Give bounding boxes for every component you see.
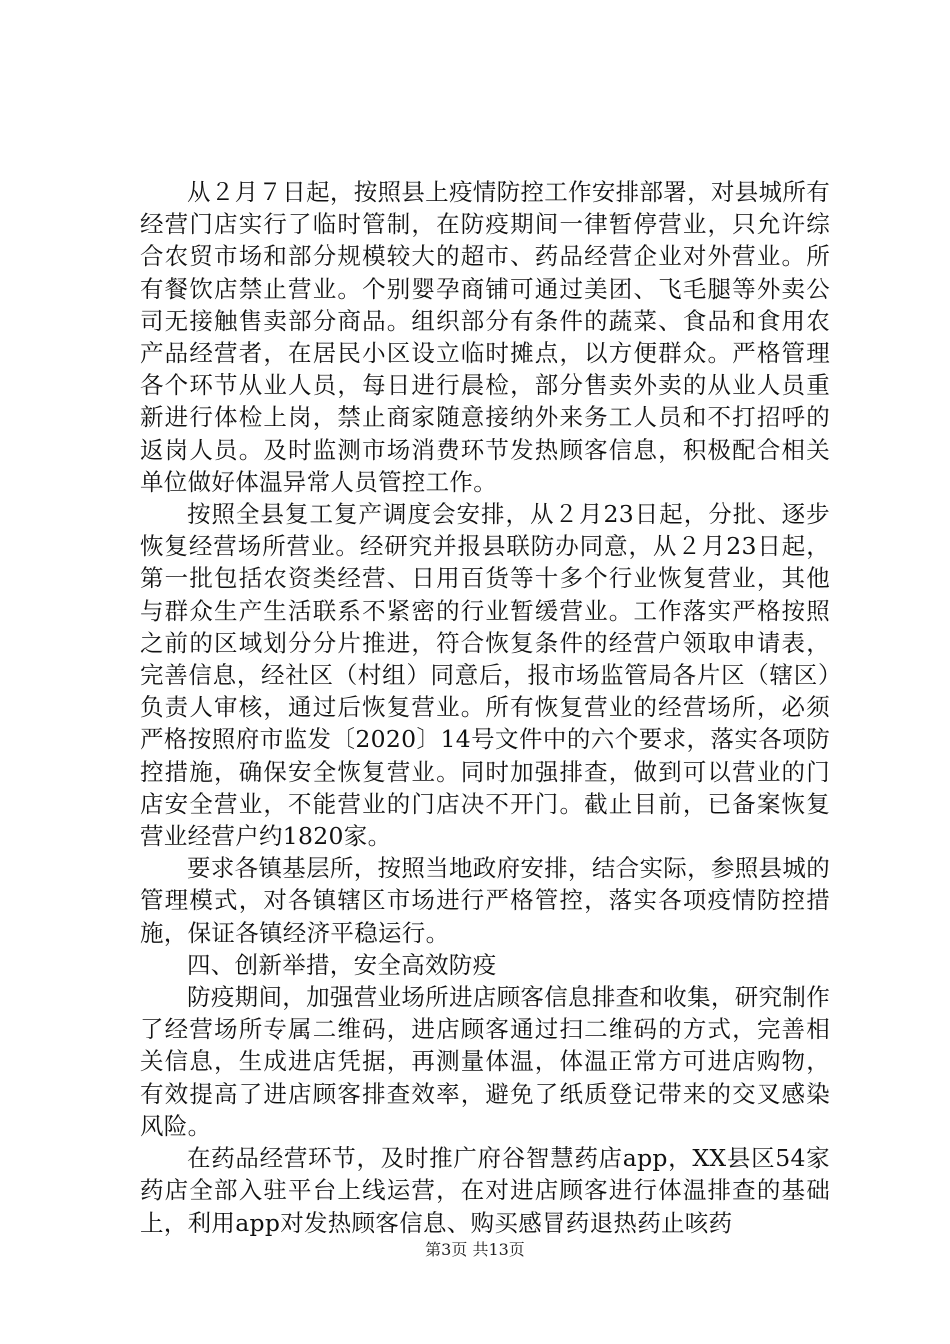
section-heading: 四、创新举措，安全高效防疫 — [187, 950, 497, 979]
paragraph-5: 在药品经营环节，及时推广府谷智慧药店app，XX县区54家药店全部入驻平台上线运营，在对进店顾客进行体温排查的基础上，利用app对发热顾客信息、购买感冒药退热药止咳药 — [140, 1144, 830, 1237]
document-body — [140, 176, 830, 1239]
paragraph-4: 防疫期间，加强营业场所进店顾客信息排查和收集，研究制作了经营场所专属二维码，进店顾客通过扫二维码的方式，完善相关信息，生成进店凭据，再测量体温，体温正常方可进店购物，有效提高了进店顾客排查效率，避免了纸质登记带来的交叉感染风险。 — [140, 983, 830, 1140]
paragraph-2: 按照全县复工复产调度会安排，从２月23日起，分批、逐步恢复经营场所营业。经研究并报县联防办同意，从２月23日起，第一批包括农资类经营、日用百货等十多个行业恢复营业，其他与群众生产生活联系不紧密的行业暂缓营业。工作落实严格按照之前的区域划分分片推进，符合恢复条件的经营户领取申请表，完善信息，经社区（村组）同意后，报市场监管局各片区（辖区）负责人审核，通过后恢复营业。所有恢复营业的经营场所，必须严格按照府市监发〔2020〕14号文件中的六个要求，落实各项防控措施，确保安全恢复营业。同时加强排查，做到可以营业的门店安全营业，不能营业的门店决不开门。截止目前，已备案恢复营业经营户约1820家。 — [140, 500, 830, 851]
paragraph-3: 要求各镇基层所，按照当地政府安排，结合实际，参照县城的管理模式，对各镇辖区市场进行严格管控，落实各项疫情防控措施，保证各镇经济平稳运行。 — [140, 854, 830, 947]
paragraph-1: 从２月７日起，按照县上疫情防控工作安排部署，对县城所有经营门店实行了临时管制，在防疫期间一律暂停营业，只允许综合农贸市场和部分规模较大的超市、药品经营企业对外营业。所有餐饮店禁止营业。个别婴孕商铺可通过美团、飞毛腿等外卖公司无接触售卖部分商品。组织部分有条件的蔬菜、食品和食用农产品经营者，在居民小区设立临时摊点，以方便群众。严格管理各个环节从业人员，每日进行晨检，部分售卖外卖的从业人员重新进行体检上岗，禁止商家随意接纳外来务工人员和不打招呼的返岗人员。及时监测市场消费环节发热顾客信息，积极配合相关单位做好体温异常人员管控工作。 — [140, 178, 830, 496]
page-footer: 第3页 共13页 — [425, 1240, 525, 1259]
